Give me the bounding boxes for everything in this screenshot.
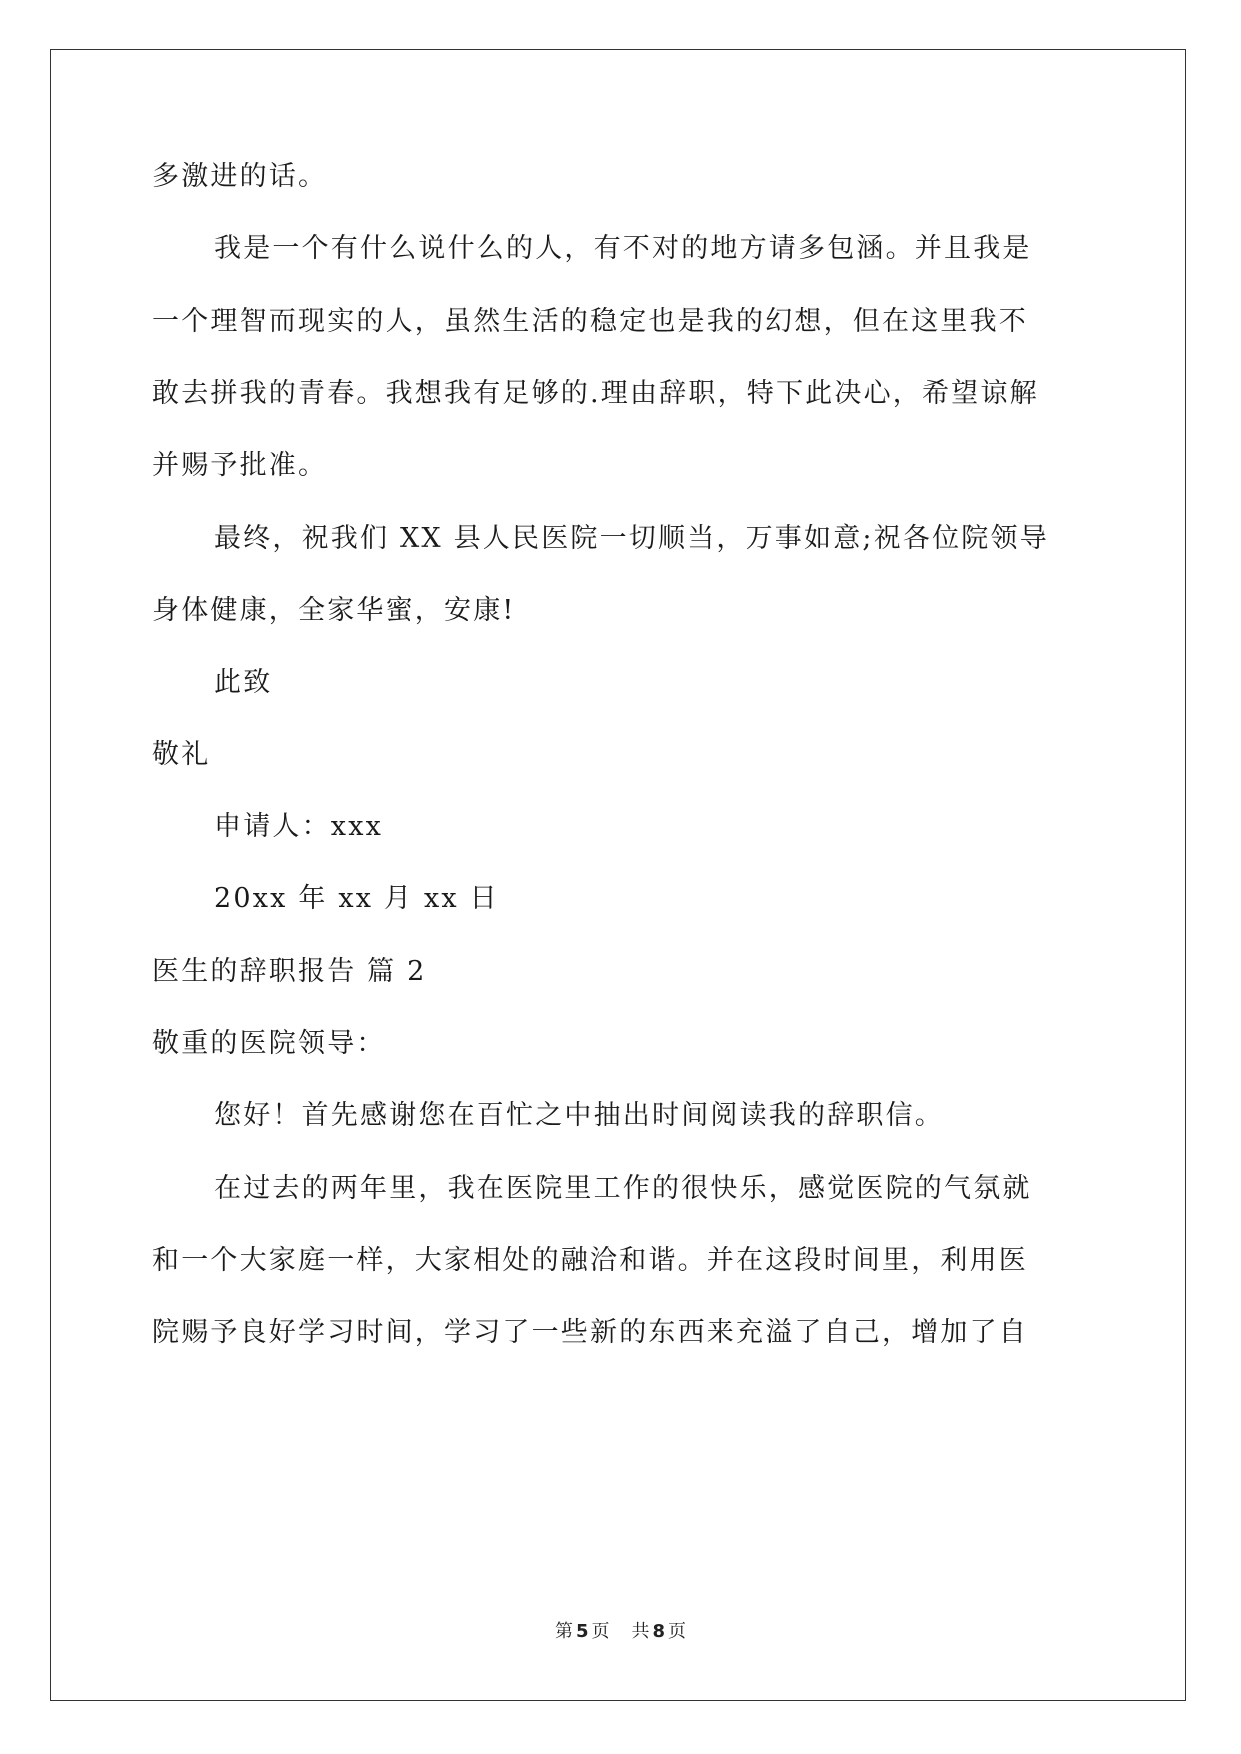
page-border: [50, 49, 1186, 1701]
footer-prefix: 第: [554, 1621, 573, 1642]
text-line: 院赐予良好学习时间，学习了一些新的东西来充溢了自己，增加了自: [152, 1317, 1028, 1348]
total-page-number: 8: [652, 1621, 666, 1642]
salutation-line: 敬重的医院领导：: [152, 1028, 386, 1059]
footer-total-prefix: 共: [631, 1621, 650, 1642]
page-footer: [0, 1620, 1241, 1644]
text-line: 和一个大家庭一样，大家相处的融洽和谐。并在这段时间里，利用医: [152, 1245, 1028, 1276]
closing-salutation: 此致: [214, 667, 273, 698]
text-line: 一个理智而现实的人，虽然生活的稳定也是我的幻想，但在这里我不: [152, 306, 1028, 337]
current-page-number: 5: [575, 1621, 589, 1642]
text-line: 多激进的话。: [152, 161, 328, 192]
footer-total-suffix: 页: [668, 1621, 687, 1642]
paragraph-line: 我是一个有什么说什么的人，有不对的地方请多包涵。并且我是: [214, 233, 1032, 264]
paragraph-line: 最终，祝我们 XX 县人民医院一切顺当，万事如意;祝各位院领导: [214, 523, 1049, 554]
text-line: 并赐予批准。: [152, 450, 328, 481]
section-heading: 医生的辞职报告 篇 2: [152, 956, 427, 987]
text-line: 敢去拼我的青春。我想我有足够的.理由辞职，特下此决心，希望谅解: [152, 378, 1039, 409]
text-line: 身体健康，全家华蜜，安康!: [152, 595, 516, 626]
closing-regards: 敬礼: [152, 739, 211, 770]
date-line: 20xx 年 xx 月 xx 日: [214, 883, 499, 914]
footer-page-suffix: 页: [591, 1621, 610, 1642]
paragraph-line: 您好！首先感谢您在百忙之中抽出时间阅读我的辞职信。: [214, 1100, 944, 1131]
applicant-line: 申请人：xxx: [214, 811, 384, 842]
paragraph-line: 在过去的两年里，我在医院里工作的很快乐，感觉医院的气氛就: [214, 1173, 1032, 1204]
